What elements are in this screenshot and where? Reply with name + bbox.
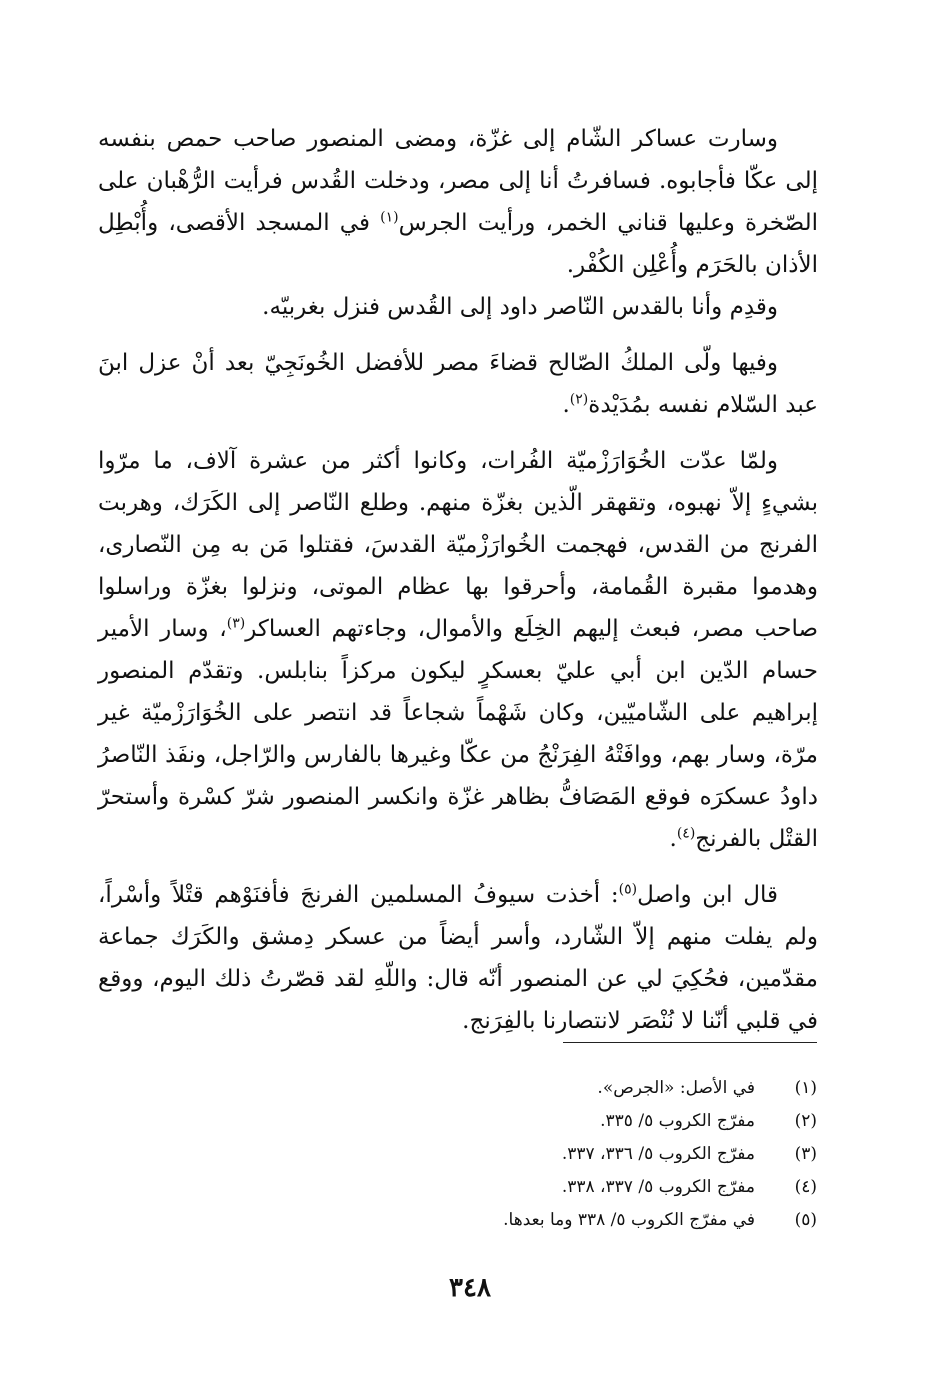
footnotes — [300, 1072, 817, 1237]
paragraph-text: . — [562, 392, 570, 418]
footnote — [300, 1072, 817, 1105]
paragraph-text: في المسجد الأقصى، وأُبْطِل الأذان بالحَرَم وأُعْلِن الكُفْر. — [98, 210, 818, 278]
footnote-ref: (٢) — [569, 391, 589, 408]
page-number: ٣٤٨ — [449, 1273, 491, 1303]
paragraph-text: ولمّا عدّت الخُوَارَزْميّة الفُرات، وكانوا أكثر من عشرة آلاف، ما مرّوا بشيءٍ إلاّ نهبوه، وتقهقر الّذين بغزّة منهم. وطلع النّاصر إلى الكَرَك، وهربت الفرنج من القدس، فهجمت الخُوارَزْميّة القدسَ، فقتلوا مَن به مِن النّصارى، وهدموا مقبرة القُمامة، وأحرقوا بها عظام الموتى، ونزلوا بغزّة وراسلوا صاحب مصر، فبعث إليهم الخِلَع والأموال، وجاءتهم العساكر — [98, 448, 818, 642]
footnote-text: مفرّج الكروب ٥/ ٣٣٦، ٣٣٧. — [561, 1144, 755, 1164]
footnote — [300, 1171, 817, 1204]
footnote — [300, 1138, 817, 1171]
paragraph — [98, 874, 818, 1042]
paragraph-text: قال ابن واصل — [637, 882, 778, 908]
paragraph-text: . — [669, 826, 677, 852]
paragraph-text: وسارت عساكر الشّام إلى غزّة، ومضى المنصور صاحب حمص بنفسه إلى عكّا فأجابوه. فسافرتُ أنا إلى مصر، ودخلت القُدس فرأيت الرُّهْبان على الصّخرة وعليها قناني الخمر، ورأيت الجرس — [98, 126, 818, 236]
paragraph — [98, 342, 818, 426]
paragraph-text: ، وسار الأمير حسام الدّين ابن أبي عليّ بعسكرٍ ليكون مركزاً بنابلس. وتقدّم المنصور إبراهيم على الشّاميّين، وكان شَهْماً شجاعاً قد انتصر على الخُوَارَزْميّة غير مرّة، وسار بهم، ووافَتْهُ الفِرَنْجُ من عكّا وغيرها بالفارس والرّاجل، ونفَذ النّاصرُ داودُ عسكرَه فوقع المَصَافُّ بظاهر غزّة وانكسر المنصور شرّ كسْرة وأستحرّ القتْل بالفرنج — [98, 616, 818, 852]
footnote-number: (٣) — [794, 1144, 817, 1164]
footnote-text: مفرّج الكروب ٥/ ٣٣٧، ٣٣٨. — [561, 1177, 755, 1197]
paragraph-text: وقدِم وأنا بالقدس النّاصر داود إلى القُدس فنزل بغربيّه. — [262, 294, 778, 320]
paragraph — [98, 286, 818, 328]
paragraph-text: : أخذت سيوفُ المسلمين الفرنجَ فأفنَوْهم قتْلاً وأسْراً، ولم يفلت منهم إلاّ الشّارد، وأسر أيضاً من عسكر دِمشق والكَرَك جماعة مقدّمين، فحُكِيَ لي عن المنصور أنّه قال: واللّهِ لقد قصّرتُ ذلك اليوم، ووقع في قلبي أنّنا لا نُنْصَر لانتصارنا بالفِرَنج. — [98, 882, 818, 1034]
footnote — [300, 1204, 817, 1237]
footnote-ref: (٤) — [676, 825, 696, 842]
footnote-text: مفرّج الكروب ٥/ ٣٣٥. — [600, 1111, 755, 1131]
footnote-number: (١) — [794, 1078, 817, 1098]
footnote-ref: (١) — [380, 209, 399, 226]
footnote-ref: (٥) — [618, 881, 638, 898]
paragraph — [98, 118, 818, 286]
footnote-number: (٤) — [794, 1177, 817, 1197]
main-text — [98, 118, 818, 1042]
footnote-ref: (٣) — [226, 615, 246, 632]
paragraph-text: وفيها ولّى الملكُ الصّالح قضاءَ مصر للأفضل الخُونَجِيّ بعد أنْ عزل ابنَ عبد السّلام نفسه بمُدَيْدة — [98, 350, 818, 418]
paragraph — [98, 440, 818, 860]
footnote-text: في الأصل: «الجرص». — [597, 1078, 755, 1098]
footnote — [300, 1105, 817, 1138]
footnote-separator — [563, 1042, 817, 1043]
footnote-text: في مفرّج الكروب ٥/ ٣٣٨ وما بعدها. — [503, 1210, 755, 1230]
footnote-number: (٢) — [794, 1111, 817, 1131]
footnote-number: (٥) — [794, 1210, 817, 1230]
